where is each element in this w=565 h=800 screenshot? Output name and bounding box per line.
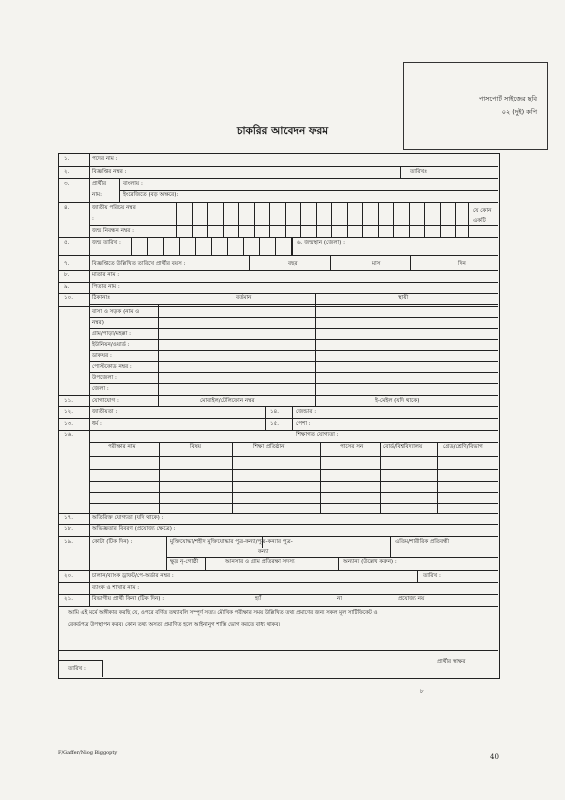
rule-h [58, 282, 498, 283]
quota-ethnic: ক্ষুদ্র নৃ-গোষ্ঠী [170, 559, 199, 565]
rule-v [163, 237, 164, 255]
departmental-na: প্রযোজ্য নয় [398, 596, 425, 602]
rule-h [89, 350, 498, 351]
present-address-label: বর্তমান [236, 295, 252, 301]
rule-v [89, 153, 90, 606]
rule-v [417, 570, 418, 582]
edu-header-board: বোর্ড/বিশ্ববিদ্যালয় [383, 444, 423, 450]
rule-h [89, 304, 498, 305]
rule-v [409, 202, 410, 237]
rule-h [58, 536, 498, 537]
rule-v [211, 237, 212, 255]
departmental-no: না [337, 596, 342, 602]
rule-h [58, 237, 498, 238]
bank-label: ব্যাংক ও শাখার নাম : [92, 585, 140, 591]
rule-h [119, 190, 498, 191]
row-number: ১০. [64, 295, 74, 301]
rule-h [58, 513, 498, 514]
rule-h [58, 255, 498, 256]
rule-h [58, 306, 498, 307]
row-number: ২. [64, 169, 70, 175]
rule-v [331, 202, 332, 237]
upazila-label: উপজেলা : [92, 375, 117, 381]
rule-v [195, 237, 196, 255]
stray-mark: ৮ [420, 689, 424, 695]
rule-v [440, 202, 441, 237]
rule-v [205, 557, 206, 570]
rule-h [89, 361, 498, 362]
row-number: ৭. [64, 261, 70, 267]
rule-v [285, 202, 286, 237]
rule-h [58, 406, 498, 407]
rule-v [316, 202, 317, 237]
rule-h [166, 557, 498, 558]
row-number: ৩. [64, 181, 70, 187]
footer-path: F/Gaffer/Niog Biggopty [58, 750, 118, 756]
either-one-note: যে কোন একটি [473, 208, 492, 224]
rule-v [424, 202, 425, 237]
form-title: চাকরির আবেদন ফরম [236, 125, 329, 137]
dob-label: জন্ম তারিখ : [92, 240, 121, 246]
rule-h [58, 270, 498, 271]
rule-h [58, 202, 498, 203]
name-english-label: ইংরেজিতে (বড় অক্ষরে): [123, 192, 179, 198]
rule-v [131, 237, 132, 255]
rule-v [179, 237, 180, 255]
rule-v [254, 202, 255, 237]
rule-h [58, 166, 498, 167]
row-number: ১. [64, 156, 70, 162]
rule-v [159, 442, 160, 513]
rule-v [362, 202, 363, 237]
rule-v [147, 237, 148, 255]
age-month-label: মাস [372, 261, 381, 267]
row-number: ১৫. [270, 421, 280, 427]
religion-label: ধর্ম : [92, 421, 102, 427]
departmental-label: বিভাগীয় প্রার্থী কিনা (টিক দিন) : [92, 596, 165, 602]
rule-v [468, 202, 469, 237]
rule-h [58, 178, 498, 179]
quota-orphan: এতিম/শারীরিক প্রতিবন্ধী [395, 539, 450, 545]
quota-ansar: আনসার ও গ্রাম প্রতিরক্ষা সদস্য [225, 559, 295, 565]
mobile-label: মোবাইল/টেলিফোন নম্বর [200, 398, 255, 404]
rule-v [410, 255, 411, 270]
declaration-line-1: আমি এই মর্মে অঙ্গীকার করছি যে, ওপরে বর্ণিত তথ্যাবলি সম্পূর্ণ সত্য। মৌখিক পরীক্ষার সময় উল্লিখিত তথ্য প্রমাণের জন্য সকল মূল সার্টিফিকেট ও [68, 610, 378, 616]
rule-v [320, 442, 321, 513]
rule-h [58, 594, 498, 595]
row-number: ১১. [64, 398, 74, 404]
rule-v [207, 202, 208, 237]
nationality-label: জাতীয়তা : [92, 409, 118, 415]
row-number: ৯. [64, 284, 70, 290]
birthplace-label: ৬. জন্মস্থান (জেলা) : [297, 240, 345, 246]
district-label: জেলা : [92, 386, 109, 392]
photo-instruction-1: পাসপোর্ট সাইজের ছবি [478, 95, 537, 103]
nid-label: জাতীয় পরিচয় নম্বর [92, 205, 136, 211]
photo-instruction-2: ০২ (দুই) কপি [501, 108, 537, 116]
gender-label: জেন্ডার : [296, 409, 317, 415]
rule-h [58, 582, 498, 583]
postcode-label: পোস্টকোড নম্বর : [92, 364, 132, 370]
row-number: ১২. [64, 409, 74, 415]
challan-date-label: তারিখ : [423, 573, 441, 579]
row-number: ১৯. [64, 539, 74, 545]
row-number: ১৭. [64, 515, 74, 521]
rule-h [58, 293, 498, 294]
post-office-label: ডাকঘর : [92, 353, 112, 359]
row-number: ১৬. [64, 432, 74, 438]
rule-v [400, 166, 401, 178]
email-label: ই-মেইল (যদি থাকে) [375, 398, 420, 404]
page-number: 40 [490, 753, 499, 761]
rule-h [58, 430, 498, 431]
rule-v [275, 237, 276, 255]
rule-v [249, 255, 250, 270]
rule-h [58, 570, 498, 571]
signature-label: প্রার্থীর স্বাক্ষর [437, 659, 466, 665]
address-label: ঠিকানাঃ [92, 295, 111, 301]
rule-v [158, 395, 159, 406]
rule-h [89, 328, 498, 329]
name-bangla-label: বাংলায় : [123, 181, 143, 187]
applicant-label: প্রার্থীর [92, 181, 107, 187]
rule-v [300, 202, 301, 237]
birth-registration-label: জন্ম নিবন্ধন নম্বর : [92, 228, 134, 234]
row-number: ৪. [64, 205, 70, 211]
row-number: ১৮. [64, 526, 74, 532]
applicant-name-label: নাম: [92, 192, 102, 198]
extra-qualification-label: অতিরিক্ত যোগ্যতা (যদি থাকে) : [92, 515, 164, 521]
rule-v [166, 536, 167, 570]
edu-header-grade: গ্রেড/শ্রেণি/বিভাগ [443, 444, 483, 450]
age-year-label: বছর [288, 261, 298, 267]
education-label: শিক্ষাগত যোগ্যতা : [296, 432, 339, 438]
rule-v [192, 202, 193, 237]
contact-label: যোগাযোগ : [92, 398, 119, 404]
age-label: বিজ্ঞপ্তিতে উল্লিখিত তারিখে প্রার্থীর বয়স : [92, 261, 186, 267]
house-number-label: নম্বর) [92, 320, 104, 326]
rule-v [238, 202, 239, 237]
row-number: ১৪. [270, 409, 280, 415]
rule-v [378, 202, 379, 237]
rule-v [393, 202, 394, 237]
row-number: ১৩. [64, 421, 74, 427]
rule-h [58, 606, 498, 607]
experience-label: অভিজ্ঞতার বিবরণ (প্রযোজ্য ক্ষেত্রে) : [92, 526, 176, 532]
rule-v [223, 202, 224, 237]
rule-v [347, 202, 348, 237]
advert-number-label: বিজ্ঞপ্তির নম্বর : [92, 169, 127, 175]
rule-v [292, 406, 293, 430]
quota-other: অন্যান্য (উল্লেখ করুন) : [343, 559, 397, 565]
row-number: ৫. [64, 240, 70, 246]
rule-h [58, 650, 498, 651]
rule-v [380, 442, 381, 513]
post-name-label: পদের নাম : [92, 156, 118, 162]
rule-h [89, 339, 498, 340]
quota-freedom-fighter: মুক্তিযোদ্ধা/শহীদ মুক্তিযোদ্ধার পুত্র-কন্যা/পুত্র-কন্যার পুত্র- [170, 539, 293, 545]
rule-v [292, 237, 293, 255]
rule-v [338, 557, 339, 570]
rule-h [58, 395, 498, 396]
rule-h [89, 317, 498, 318]
rule-v [232, 442, 233, 513]
rule-h [58, 660, 102, 661]
occupation-label: পেশা : [296, 421, 311, 427]
permanent-address-label: স্থায়ী [398, 295, 409, 301]
rule-v [243, 237, 244, 255]
challan-label: চালান/ব্যাংক ড্রাফট/পে-অর্ডার নম্বর : [92, 573, 174, 579]
rule-h [89, 372, 498, 373]
rule-v [269, 202, 270, 237]
age-day-label: দিন [458, 261, 466, 267]
quota-freedom-fighter-2: কন্যা [258, 549, 269, 555]
rule-v [390, 536, 391, 557]
rule-h [89, 383, 498, 384]
row-number: ২১. [64, 596, 74, 602]
edu-header-institution: শিক্ষা প্রতিষ্ঠান [253, 444, 285, 450]
rule-v [259, 237, 260, 255]
rule-h [89, 225, 498, 226]
row-number: ২০. [64, 573, 74, 579]
rule-v [176, 202, 177, 237]
father-name-label: পিতার নাম : [92, 284, 120, 290]
row-number: ৮. [64, 272, 70, 278]
departmental-yes: হ্যাঁ [255, 596, 262, 602]
advert-date-label: তারিখঃ [410, 169, 428, 175]
rule-v [315, 293, 316, 395]
rule-v [437, 442, 438, 513]
rule-v [102, 660, 103, 677]
edu-header-exam: পরীক্ষার নাম [108, 444, 136, 450]
rule-h [58, 418, 498, 419]
rule-v [315, 395, 316, 406]
mother-name-label: মাতার নাম : [92, 272, 120, 278]
edu-header-year: পাসের সন [340, 444, 364, 450]
signature-date-label: তারিখ : [68, 666, 86, 672]
rule-v [291, 237, 292, 255]
union-label: ইউনিয়ন/ওয়ার্ড : [92, 342, 130, 348]
edu-header-subject: বিষয় [190, 444, 202, 450]
rule-v [227, 237, 228, 255]
rule-v [330, 255, 331, 270]
house-road-label: বাসা ও সড়ক (নাম ও [92, 309, 140, 315]
quota-label: কোটা (টিক দিন) : [92, 539, 133, 545]
rule-v [455, 202, 456, 237]
rule-h [58, 524, 498, 525]
village-label: গ্রাম/পাড়া/মহল্লা : [92, 331, 132, 337]
rule-v [265, 406, 266, 430]
nid-colon: : [92, 216, 94, 222]
declaration-line-2: রেকর্ডপত্র উপস্থাপন করব। কোন তথ্য অসত্য প্রমাণিত হলে আইনানুগ শাস্তি ভোগ করতে বাধ্য থাকব। [68, 622, 281, 628]
